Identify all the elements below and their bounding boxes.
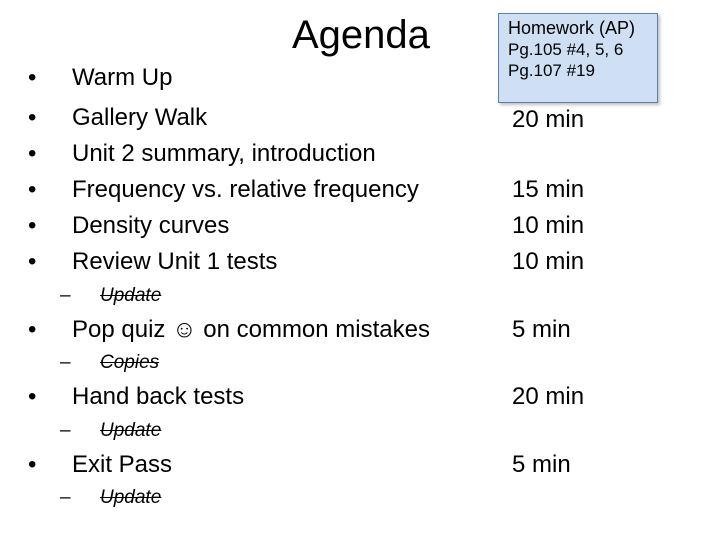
time-label: 10 min: [512, 248, 585, 275]
agenda-item: [28, 64, 172, 92]
agenda-subitem: [60, 487, 161, 509]
dash-icon: –: [60, 352, 71, 373]
agenda-item-label: Review Unit 1 tests: [72, 248, 278, 275]
agenda-subitem-label: Update: [100, 487, 162, 508]
agenda-item: [28, 451, 172, 479]
agenda-subitem-label: Copies: [100, 352, 160, 373]
homework-line: Pg.105 #4, 5, 6: [508, 40, 624, 59]
agenda-item: [28, 104, 207, 132]
agenda-item-label: Pop quiz ☺ on common mistakes: [72, 316, 430, 343]
time-label: 20 min: [512, 106, 585, 133]
page-title: Agenda: [292, 13, 430, 57]
bullet-icon: •: [28, 212, 37, 239]
time-label: 10 min: [512, 212, 585, 239]
agenda-item-label: Gallery Walk: [72, 104, 208, 131]
agenda-item: [28, 248, 277, 276]
agenda-subitem-label: Update: [100, 285, 162, 306]
agenda-item: [28, 140, 376, 168]
agenda-subitem: [60, 352, 159, 374]
dash-icon: –: [60, 420, 71, 441]
time-label: 20 min: [512, 383, 585, 410]
bullet-icon: •: [28, 383, 37, 410]
agenda-subitem: [60, 420, 161, 442]
bullet-icon: •: [28, 248, 37, 275]
bullet-icon: •: [28, 176, 37, 203]
bullet-icon: •: [28, 64, 37, 91]
agenda-item: [28, 383, 244, 411]
agenda-item: [28, 212, 229, 240]
bullet-icon: •: [28, 140, 37, 167]
bullet-icon: •: [28, 451, 37, 478]
homework-box: [498, 13, 658, 103]
agenda-item-label: Unit 2 summary, introduction: [72, 140, 376, 167]
agenda-item-label: Frequency vs. relative frequency: [72, 176, 419, 203]
agenda-item-label: Density curves: [72, 212, 230, 239]
agenda-item-label: Hand back tests: [72, 383, 245, 410]
agenda-item: [28, 176, 419, 204]
time-label: 5 min: [512, 451, 571, 478]
agenda-subitem: [60, 285, 161, 307]
homework-title: Homework (AP): [508, 18, 636, 38]
bullet-icon: •: [28, 316, 37, 343]
agenda-item-label: Warm Up: [72, 64, 173, 91]
bullet-icon: •: [28, 104, 37, 131]
dash-icon: –: [60, 487, 71, 508]
agenda-subitem-label: Update: [100, 420, 162, 441]
time-label: 5 min: [512, 316, 571, 343]
agenda-item-label: Exit Pass: [72, 451, 173, 478]
dash-icon: –: [60, 285, 71, 306]
time-label: 15 min: [512, 176, 585, 203]
agenda-item: [28, 316, 430, 344]
homework-line: Pg.107 #19: [508, 61, 595, 80]
